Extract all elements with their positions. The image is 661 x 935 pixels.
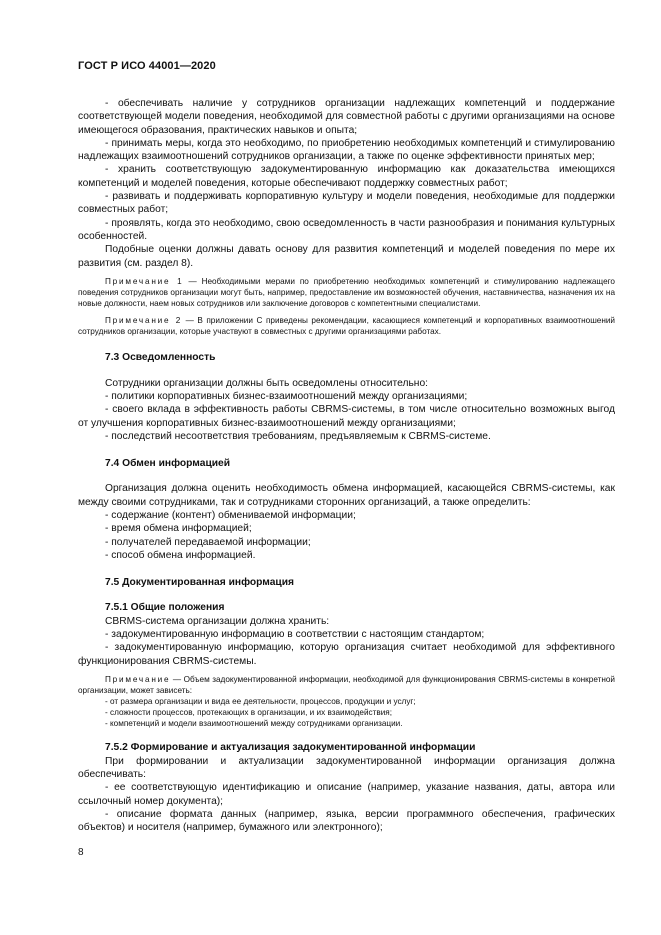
- section-heading: 7.5 Документированная информация: [105, 577, 295, 589]
- note-text: — Объем задокументированной информации, необходимой для функционирования CBRMS-системы в конкретной организации, может зависеть:: [78, 674, 615, 696]
- section-heading: 7.4 Обмен информацией: [105, 458, 231, 470]
- subsection-heading: 7.5.1 Общие положения: [105, 602, 225, 614]
- list-item: - своего вклада в эффективность работы CBRMS-системы, в том числе относительно возможных выгод от улучшения корпоративных бизнес-взаимоотношений между организациями;: [78, 404, 615, 429]
- paragraph: CBRMS-система организации должна хранить:: [105, 615, 330, 627]
- list-item: - развивать и поддерживать корпоративную культуру и модели поведения, необходимые для поддержки совместных работ;: [78, 191, 615, 216]
- list-item: - задокументированную информацию в соответствии с настоящим стандартом;: [105, 629, 485, 641]
- list-item: - обеспечивать наличие у сотрудников организации надлежащих компетенций и поддержание соответствующей модели поведения, необходимой для совместной работы с другими организациями на основе имеющегося образования, практических навыков и опыта;: [78, 98, 615, 136]
- list-item: - принимать меры, когда это необходимо, по приобретению необходимых компетенций и стимулированию надлежащих взаимоотношений сотрудников организации, а также по оценке эффективности принятых мер;: [78, 137, 615, 163]
- document-page: [78, 60, 615, 835]
- note-list-item: - компетенций и модели взаимоотношений между сотрудниками организации.: [105, 719, 403, 729]
- note-list-item: - от размера организации и вида ее деятельности, процессов, продукции и услуг;: [105, 697, 416, 707]
- list-item: - описание формата данных (например, языка, версии программного обеспечения, графических объектов) и носителя (например, бумажного или электронного);: [78, 808, 615, 834]
- note: [78, 315, 615, 337]
- subsection-heading: 7.5.2 Формирование и актуализация задокументированной информации: [105, 742, 476, 754]
- list-item: - ее соответствующую идентификацию и описание (например, указание названия, даты, автора или ссылочный номер документа);: [78, 782, 615, 807]
- note-label: Примечание: [105, 674, 171, 684]
- note: [78, 674, 615, 696]
- paragraph: При формировании и актуализации задокументированной информации организация должна обеспечивать:: [78, 755, 615, 781]
- list-item: - содержание (контент) обмениваемой информации;: [105, 510, 356, 521]
- list-item: - задокументированную информацию, которую организация считает необходимой для эффективного функционирования CBRMS-системы.: [78, 642, 615, 667]
- note-list-item: - сложности процессов, протекающих в организации, и их взаимодействия;: [105, 708, 392, 718]
- note-label: Примечание 2: [105, 316, 183, 326]
- note-label: Примечание 1: [105, 276, 184, 286]
- paragraph: Сотрудники организации должны быть осведомлены относительно:: [105, 377, 428, 389]
- list-item: - политики корпоративных бизнес-взаимоотношений между организациями;: [105, 390, 468, 402]
- paragraph: Подобные оценки должны давать основу для развития компетенций и моделей поведения по мере их развития (см. раздел 8).: [78, 244, 615, 269]
- page-number: 8: [78, 847, 84, 858]
- list-item: - последствий несоответствия требованиям, предъявляемым к CBRMS-системе.: [105, 430, 491, 442]
- document-header: ГОСТ Р ИСО 44001—2020: [78, 60, 216, 72]
- list-item: - способ обмена информацией.: [105, 549, 256, 561]
- paragraph: Организация должна оценить необходимость обмена информацией, касающейся CBRMS-системы, как между своими сотрудниками, так и сотрудниками сторонних организаций, а также определить:: [78, 483, 615, 508]
- list-item: - проявлять, когда это необходимо, свою осведомленность в части разнообразия и понимания культурных особенностей.: [78, 217, 615, 242]
- section-heading: 7.3 Осведомленность: [105, 352, 216, 364]
- note-text: — Необходимыми мерами по приобретению необходимых компетенций и стимулированию надлежащего поведения сотрудников организации могут быть, например, предоставление им возможностей обучения, наставничества, назначения их на новые должности, наем новых сотрудников или заключение договоров с компетентными специалистами.: [78, 276, 615, 309]
- list-item: - получателей передаваемой информации;: [105, 536, 311, 548]
- note: [78, 276, 615, 309]
- list-item: - хранить соответствующую задокументированную информацию как доказательства имеющихся компетенций и моделей поведения, которые обеспечивают поддержку совместных работ;: [78, 164, 615, 189]
- list-item: - время обмена информацией;: [105, 523, 252, 535]
- note-text: — В приложении С приведены рекомендации, касающиеся компетенций и корпоративных взаимоотношений сотрудников организации, которые участвуют в совместных с другими организациями работах.: [78, 316, 615, 337]
